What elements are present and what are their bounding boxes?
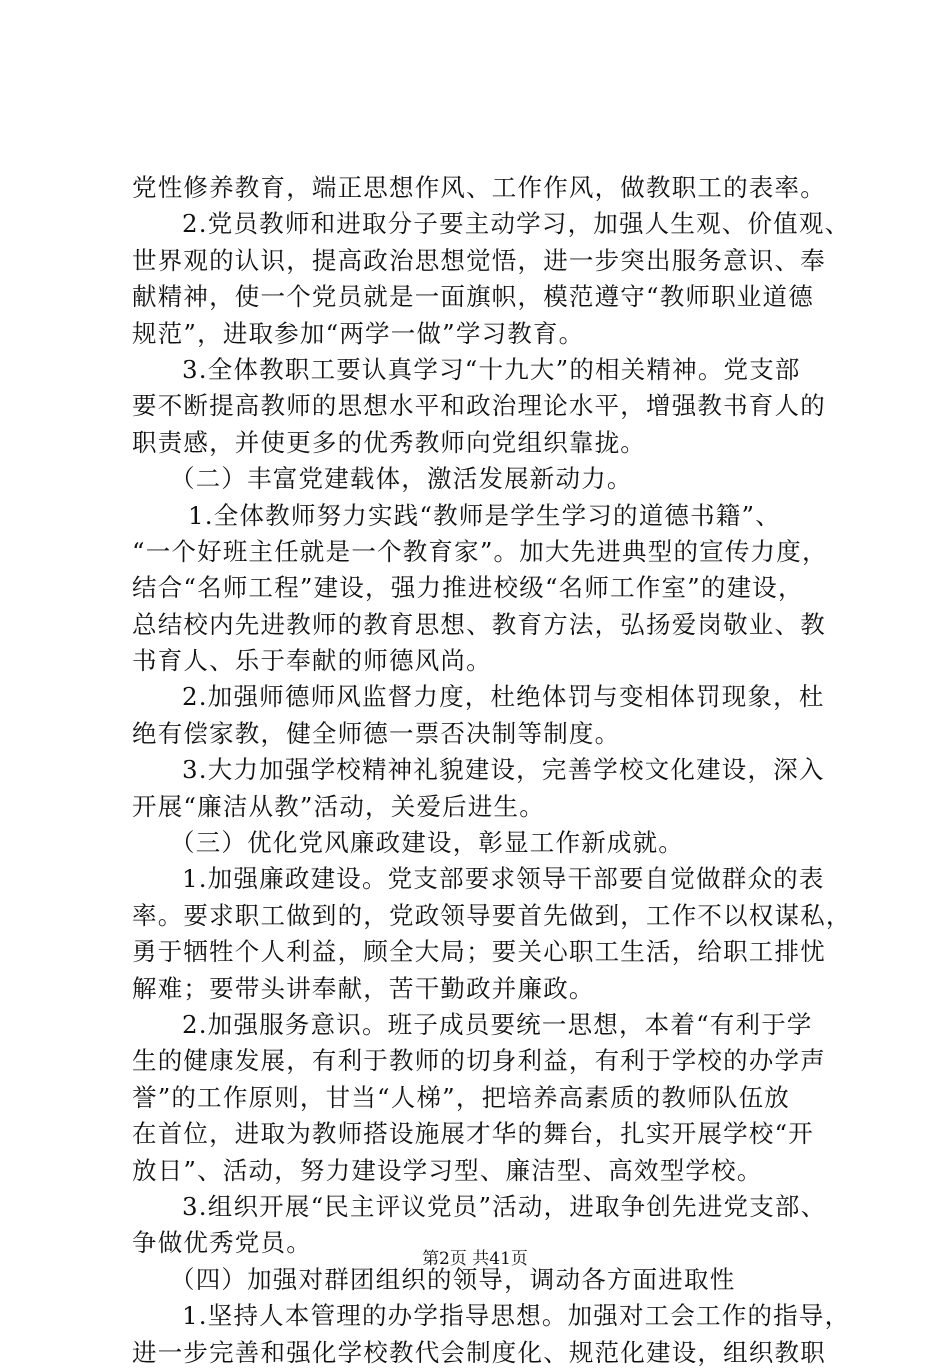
paragraph-line: 1.坚持人本管理的办学指导思想。加强对工会工作的指导，: [182, 1301, 851, 1331]
paragraph-line: 开展“廉洁从教”活动，关爱后进生。: [132, 791, 545, 821]
paragraph-line: 结合“名师工程”建设，强力推进校级“名师工作室”的建设，: [132, 573, 804, 603]
paragraph-line: 3.组织开展“民主评议党员”活动，进取争创先进党支部、: [182, 1191, 827, 1221]
paragraph-line: 2.党员教师和进取分子要主动学习，加强人生观、价值观、: [182, 209, 851, 239]
paragraph-line: 2.加强师德师风监督力度，杜绝体罚与变相体罚现象，杜: [182, 682, 825, 712]
paragraph-line: 3.全体教职工要认真学习“十九大”的相关精神。党支部: [182, 354, 801, 384]
paragraph-line: 解难；要带头讲奉献，苦干勤政并廉政。: [132, 973, 595, 1003]
paragraph-line: 绝有偿家教，健全师德一票否决制等制度。: [132, 718, 621, 748]
paragraph-line: 2.加强服务意识。班子成员要统一思想，本着“有利于学: [182, 1009, 813, 1039]
paragraph-line: 进一步完善和强化学校教代会制度化、规范化建设，组织教职: [132, 1337, 826, 1367]
paragraph-line: 放日”、活动，努力建设学习型、廉洁型、高效型学校。: [132, 1155, 763, 1185]
document-body: [132, 170, 852, 1371]
page-number-label: 第2页 共41页: [422, 1249, 528, 1269]
paragraph-line: “一个好班主任就是一个教育家”。加大先进典型的宣传力度，: [132, 536, 828, 566]
paragraph-line: 率。要求职工做到的，党政领导要首先做到，工作不以权谋私，: [132, 900, 852, 930]
paragraph-line: 书育人、乐于奉献的师德风尚。: [132, 646, 492, 676]
paragraph-line: 规范”，进取参加“两学一做”学习教育。: [132, 318, 585, 348]
paragraph-line: 献精神，使一个党员就是一面旗帜，模范遵守“教师职业道德: [132, 282, 814, 312]
section-heading: （四）加强对群团组织的领导，调动各方面进取性: [170, 1264, 736, 1294]
paragraph-line: 要不断提高教师的思想水平和政治理论水平，增强教书育人的: [132, 391, 826, 421]
paragraph-line: 职责感，并使更多的优秀教师向党组织靠拢。: [132, 427, 646, 457]
paragraph-line: 1.全体教师努力实践“教师是学生学习的道德书籍”、: [188, 500, 781, 530]
paragraph-line: 党性修养教育，端正思想作风、工作作风，做教职工的表率。: [132, 173, 826, 202]
section-heading: （二）丰富党建载体，激活发展新动力。: [170, 464, 633, 494]
paragraph-line: 在首位，进取为教师搭设施展才华的舞台，扎实开展学校“开: [132, 1119, 814, 1149]
page-footer: [0, 1248, 950, 1270]
paragraph-line: 1.加强廉政建设。党支部要求领导干部要自觉做群众的表: [182, 864, 825, 894]
paragraph-line: 3.大力加强学校精神礼貌建设，完善学校文化建设，深入: [182, 755, 825, 785]
paragraph-line: 勇于牺牲个人利益，顾全大局；要关心职工生活，给职工排忧: [132, 937, 826, 967]
paragraph-line: 誉”的工作原则，甘当“人梯”，把培养高素质的教师队伍放: [132, 1082, 790, 1112]
paragraph-line: 生的健康发展，有利于教师的切身利益，有利于学校的办学声: [132, 1046, 826, 1076]
paragraph-line: 总结校内先进教师的教育思想、教育方法，弘扬爱岗敬业、教: [132, 609, 826, 639]
paragraph-line: 争做优秀党员。: [132, 1228, 312, 1258]
section-heading: （三）优化党风廉政建设，彰显工作新成就。: [170, 828, 684, 858]
paragraph-line: 世界观的认识，提高政治思想觉悟，进一步突出服务意识、奉: [132, 245, 826, 275]
